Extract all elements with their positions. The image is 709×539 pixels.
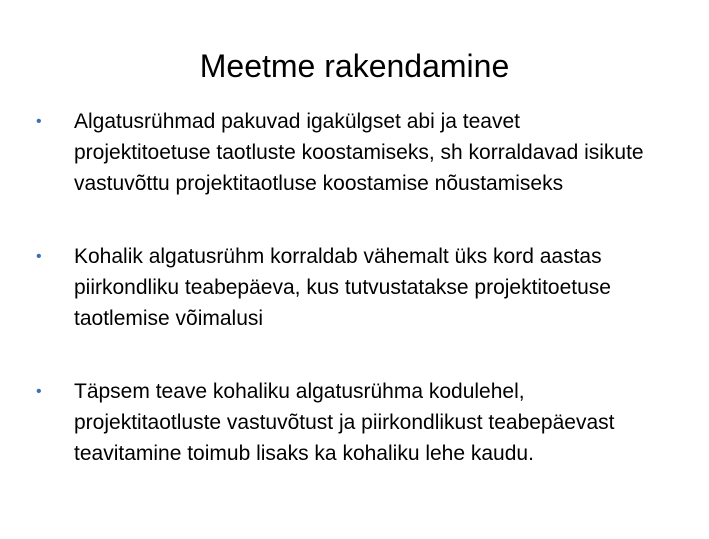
bullet-text: Kohalik algatusrühm korraldab vähemalt üks kord aastas piirkondliku teabepäeva, kus tutvustatakse projektitoetuse taotlemise võimalusi xyxy=(74,245,611,330)
bullet-marker-icon: • xyxy=(36,383,42,400)
bullet-marker-icon: • xyxy=(36,113,42,130)
bullet-marker-icon: • xyxy=(36,248,42,265)
bullet-item xyxy=(36,376,656,469)
bullet-item xyxy=(36,106,656,199)
bullet-text: Täpsem teave kohaliku algatusrühma kodulehel, projektitaotluste vastuvõtust ja piirkondlikust teabepäevast teavitamine toimub lisaks ka kohaliku lehe kaudu. xyxy=(74,380,615,465)
slide-title: Meetme rakendamine xyxy=(199,48,510,84)
bullet-item xyxy=(36,241,656,334)
bullet-list xyxy=(36,106,656,469)
bullet-text: Algatusrühmad pakuvad igakülgset abi ja teavet projektitoetuse taotluste koostamiseks, sh korraldavad isikute vastuvõttu projektitaotluse koostamise nõustamiseks xyxy=(74,110,644,195)
